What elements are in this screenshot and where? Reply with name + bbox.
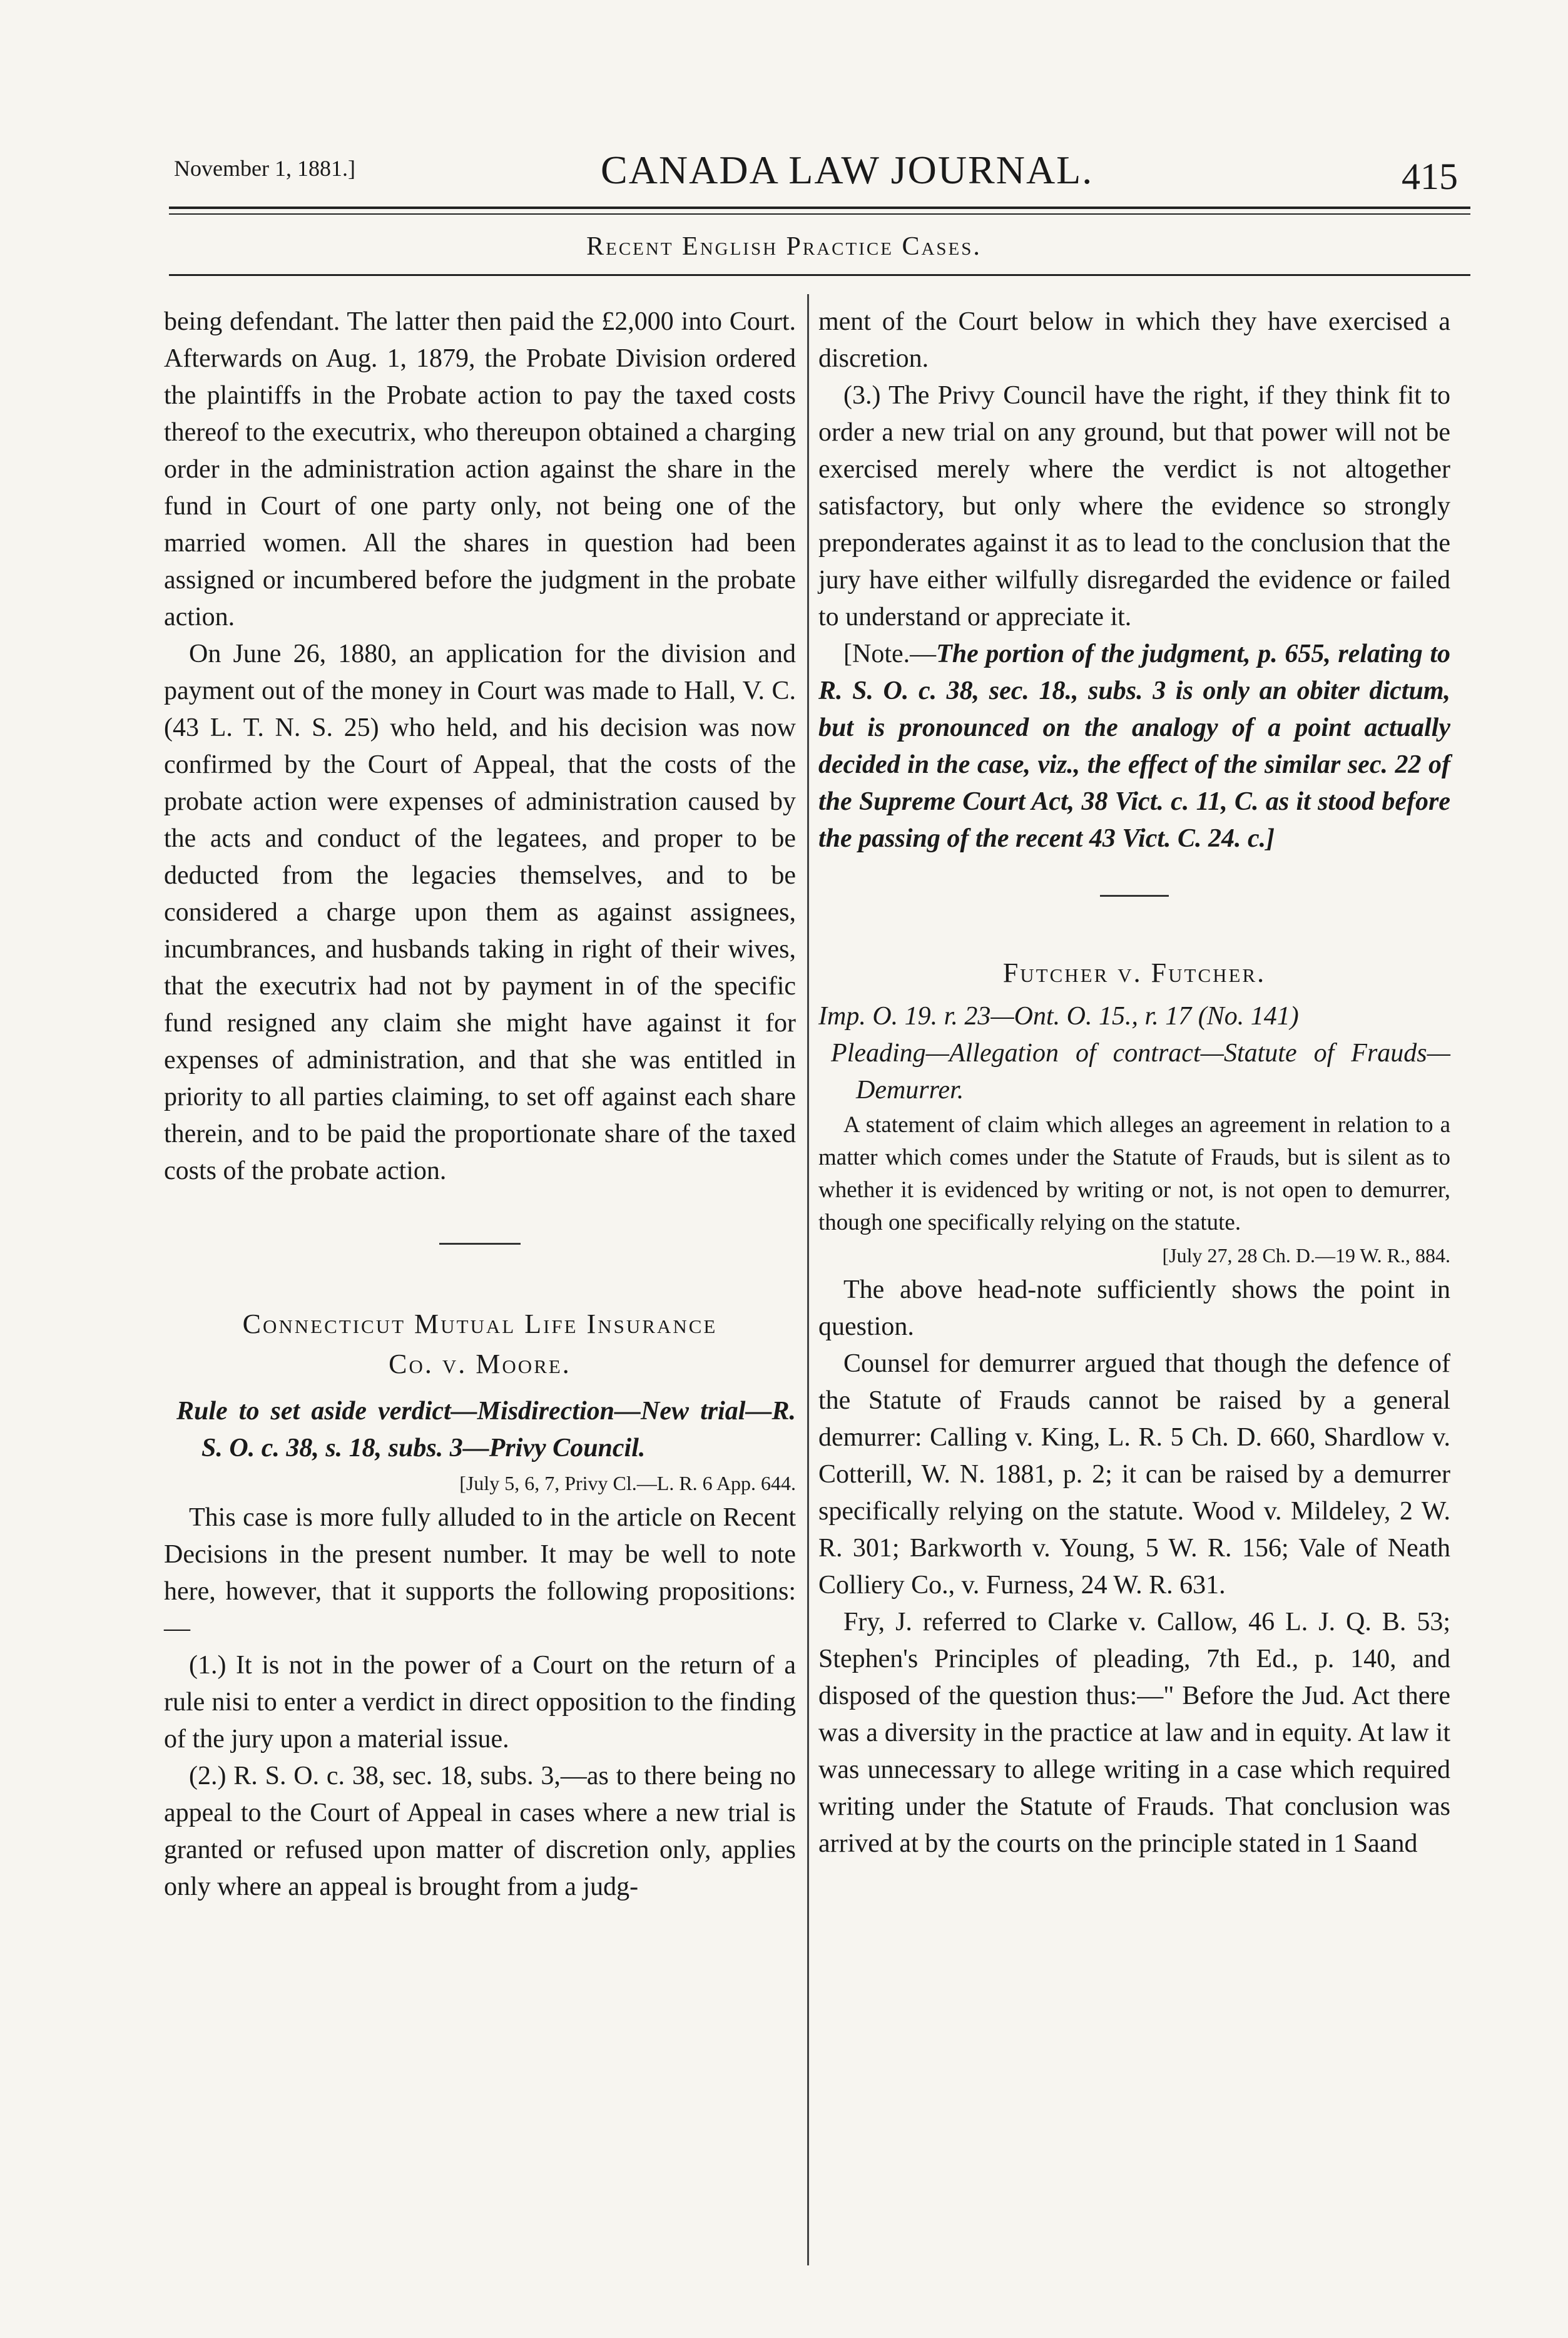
journal-title: CANADA LAW JOURNAL.	[601, 148, 1094, 192]
header-rule-top	[169, 207, 1470, 209]
note-label: [Note.—	[843, 640, 937, 668]
page-number: 415	[1402, 156, 1458, 197]
case-summary: A statement of claim which alleges an agreement in relation to a matter which comes under the Statute of Frauds, but is silent as to whether it is evidenced by writing or not, is not open to demurrer, though one specifically relying on the statute.	[818, 1112, 1450, 1235]
paragraph: being defendant. The latter then paid the £2,000 into Court. Afterwards on Aug. 1, 1879, the Probate Division ordered the plaintiffs in the Probate action to pay the taxed costs thereof to the executrix, who thereupon obtained a charging order in the administration action against the share in the fund in Court of one party only, not being one of the married women. All the shares in question had been assigned or incumbered before the judgment in the probate action.	[164, 307, 796, 631]
paragraph: Fry, J. referred to Clarke v. Callow, 46 L. J. Q. B. 53; Stephen's Principles of pleading, 7th Ed., p. 140, and disposed of the question thus:—" Before the Jud. Act there was a diversity in the practice at law and in equity. At law it was unnecessary to allege writing in a case which required writing under the Statute of Frauds. That conclusion was arrived at by the courts on the principle stated in 1 Saand	[818, 1608, 1450, 1858]
rule-reference: Imp. O. 19. r. 23—Ont. O. 15., r. 17 (No. 141)	[818, 1002, 1299, 1031]
right-column	[818, 304, 1450, 1862]
editorial-note	[818, 636, 1450, 857]
case-title-line-2: Co. v. Moore.	[389, 1349, 571, 1379]
case-citation: [July 27, 28 Ch. D.—19 W. R., 884.	[1162, 1244, 1450, 1267]
proposition: (1.) It is not in the power of a Court on the return of a rule nisi to enter a verdict in direct opposition to the finding of the jury upon a material issue.	[164, 1651, 796, 1753]
case-title: Futcher v. Futcher.	[1002, 957, 1266, 988]
note-text: The portion of the judgment, p. 655, relating to R. S. O. c. 38, sec. 18., subs. 3 is only an obiter dictum, but is pronounced on the analogy of a point actually decided in the case, viz., the effect of the similar sec. 22 of the Supreme Court Act, 38 Vict. c. 11, C. as it stood before the passing of the recent 43 Vict. C. 24. c.]	[818, 640, 1450, 853]
paragraph: The above head-note sufficiently shows the point in question.	[818, 1275, 1450, 1341]
proposition: (2.) R. S. O. c. 38, sec. 18, subs. 3,—as to there being no appeal to the Court of Appeal in cases where a new trial is granted or refused upon matter of discretion only, applies only where an appeal is brought from a judg-	[164, 1762, 796, 1901]
paragraph: On June 26, 1880, an application for the division and payment out of the money in Court was made to Hall, V. C. (43 L. T. N. S. 25) who held, and his decision was now confirmed by the Court of Appeal, that the costs of the probate action were expenses of administration caused by the acts and conduct of the legatees, and proper to be deducted from the legacies themselves, and to be considered a charge upon them as against assignees, incumbrances, and husbands taking in right of their wives, that the executrix had not by payment in of the specific fund resigned any claim she might have against it for expenses of administration, and that she was entitled in priority to all parties claiming, to set off against each share therein, and to be paid the proportionate share of the taxed costs of the probate action.	[164, 640, 796, 1185]
proposition: (3.) The Privy Council have the right, if they think fit to order a new trial on any ground, but that power will not be exercised merely where the verdict is not altogether satisfactory, but only where the evidence so strongly preponderates against it as to lead to the conclusion that the jury have either wilfully disregarded the evidence or failed to understand or appreciate it.	[818, 381, 1450, 631]
column-divider	[807, 294, 809, 2265]
case-headnote: Rule to set aside verdict—Misdirection—New trial—R. S. O. c. 38, s. 18, subs. 3—Privy Council.	[176, 1397, 796, 1463]
case-headnote: Pleading—Allegation of contract—Statute of Frauds—Demurrer.	[831, 1039, 1450, 1105]
paragraph: Counsel for demurrer argued that though the defence of the Statute of Frauds cannot be raised by a general demurrer: Calling v. King, L. R. 5 Ch. D. 660, Shardlow v. Cotterill, W. N. 1881, p. 2; it can be raised by a demurrer specifically relying on the statute. Wood v. Mildeley, 2 W. R. 301; Barkworth v. Young, 5 W. R. 156; Vale of Neath Colliery Co., v. Furness, 24 W. R. 631.	[818, 1349, 1450, 1600]
case-title: Connecticut Mutual Life Insurance	[242, 1309, 718, 1339]
section-separator	[1100, 895, 1169, 897]
header-rule-bottom	[169, 274, 1470, 276]
paragraph: ment of the Court below in which they have exercised a discretion.	[818, 307, 1450, 373]
paragraph: This case is more fully alluded to in the article on Recent Decisions in the present number. It may be well to note here, however, that it supports the following propositions:—	[164, 1503, 796, 1643]
section-separator	[439, 1243, 521, 1245]
header-rule-top-2	[169, 213, 1470, 215]
case-citation: [July 5, 6, 7, Privy Cl.—L. R. 6 App. 644.	[459, 1472, 796, 1494]
issue-date: November 1, 1881.]	[174, 156, 355, 181]
section-heading: Recent English Practice Cases.	[586, 232, 982, 261]
left-column	[164, 304, 796, 1906]
